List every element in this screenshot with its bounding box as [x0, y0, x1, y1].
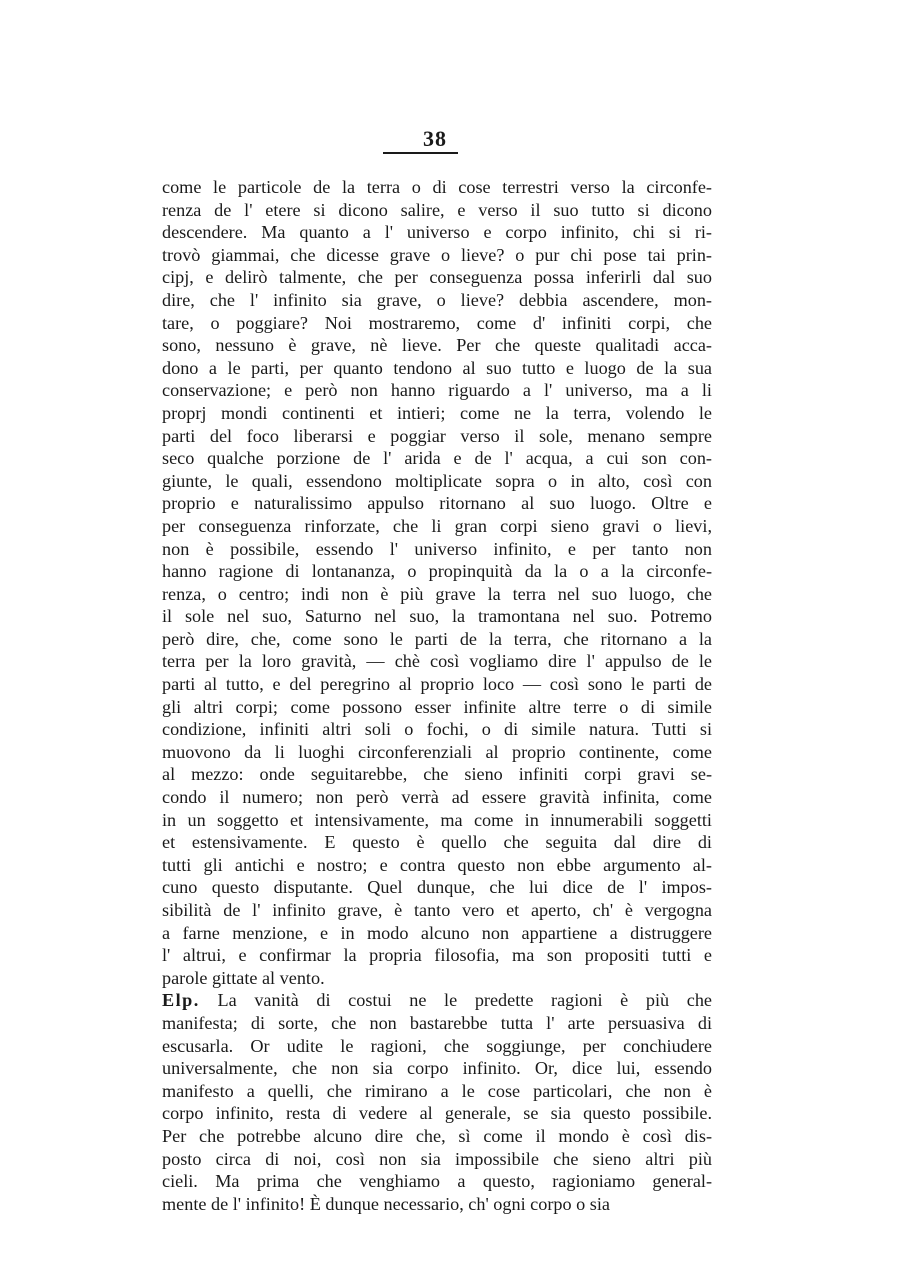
paragraph	[162, 176, 712, 989]
paragraph	[162, 989, 712, 1215]
text-line: terra per la loro gravità, — chè così vogliamo dire l' appulso de le	[162, 651, 712, 672]
text-line: manifesta; di sorte, che non bastarebbe tutta l' arte persuasiva di	[162, 1012, 712, 1033]
text-line: a farne menzione, e in modo alcuno non appartiene a distruggere	[162, 922, 712, 943]
text-line: dono a le parti, per quanto tendono al suo tutto e luogo de la sua	[162, 357, 712, 378]
page-number: 38	[423, 126, 447, 151]
text-line: universalmente, che non sia corpo infinito. Or, dice lui, essendo	[162, 1058, 712, 1079]
text-line: proprj mondi continenti et intieri; come ne la terra, volendo le	[162, 402, 712, 423]
text-line: il sole nel suo, Saturno nel suo, la tramontana nel suo. Potremo	[162, 606, 712, 627]
text-line: escusarla. Or udite le ragioni, che soggiunge, per conchiudere	[162, 1035, 712, 1056]
text-line: sono, nessuno è grave, nè lieve. Per che queste qualitadi acca-	[162, 335, 712, 356]
text-line: descendere. Ma quanto a l' universo e corpo infinito, chi si ri-	[162, 222, 712, 243]
text-line: condo il numero; non però verrà ad essere gravità infinita, come	[162, 787, 712, 808]
text-line: parole gittate al vento.	[162, 967, 325, 988]
text-line	[162, 989, 712, 1012]
text-line: cipj, e delirò talmente, che per conseguenza possa inferirli dal suo	[162, 267, 712, 288]
text-line: mente de l' infinito! È dunque necessario, ch' ogni corpo o sia	[162, 1193, 610, 1214]
text-line: sibilità de l' infinito grave, è tanto vero et aperto, ch' è vergogna	[162, 900, 712, 920]
text-line: tare, o poggiare? Noi mostraremo, come d' infiniti corpi, che	[162, 312, 712, 333]
text-line: gli altri corpi; come possono esser infinite altre terre o di simile	[162, 696, 712, 717]
text-line: seco qualche porzione de l' arida e de l' acqua, a cui son con-	[162, 448, 712, 469]
text-line: proprio e naturalissimo appulso ritornano al suo luogo. Oltre e	[162, 493, 712, 514]
text-line: manifesto a quelli, che rimirano a le cose particolari, che non è	[162, 1080, 712, 1101]
text-line: l' altrui, e confirmar la propria filosofia, ma son propositi tutti e	[162, 945, 712, 966]
speaker-label: Elp.	[162, 990, 200, 1011]
text-line: condizione, infiniti altri soli o fochi, o di simile natura. Tutti si	[162, 719, 712, 740]
text-line: corpo infinito, resta di vedere al generale, se sia questo possibile.	[162, 1103, 712, 1124]
text-line: trovò giammai, che dicesse grave o lieve? o pur chi pose tai prin-	[162, 244, 712, 265]
text-line: Per che potrebbe alcuno dire che, sì come il mondo è così dis-	[162, 1125, 712, 1146]
header-rule	[383, 152, 458, 154]
text-line: hanno ragione di lontananza, o propinquità da la o a la circonfe-	[162, 561, 712, 582]
text-line: come le particole de la terra o di cose terrestri verso la circonfe-	[162, 177, 712, 197]
text-line: cuno questo disputante. Quel dunque, che lui dice de l' impos-	[162, 877, 712, 898]
text-line: parti del foco liberarsi e poggiar verso il sole, menano sempre	[162, 425, 712, 446]
text-line: però dire, che, come sono le parti de la terra, che ritornano a la	[162, 628, 712, 649]
text-line: tutti gli antichi e nostro; e contra questo non ebbe argumento al-	[162, 854, 712, 875]
text-line: renza, o centro; indi non è più grave la terra nel suo luogo, che	[162, 583, 712, 604]
text-line-rest: La vanità di costui ne le predette ragioni è più che	[217, 990, 713, 1011]
text-line: et estensivamente. E questo è quello che seguita dal dire di	[162, 832, 712, 853]
text-line: al mezzo: onde seguitarebbe, che sieno infiniti corpi gravi se-	[162, 764, 712, 785]
text-line: in un soggetto et intensivamente, ma come in innumerabili soggetti	[162, 809, 712, 830]
text-line: per conseguenza rinforzate, che li gran corpi sieno gravi o lievi,	[162, 515, 712, 536]
text-line: muovono da li luoghi circonferenziali al proprio continente, come	[162, 741, 712, 762]
text-line: parti al tutto, e del peregrino al proprio loco — così sono le parti de	[162, 674, 712, 695]
text-line: renza de l' etere si dicono salire, e verso il suo tutto si dicono	[162, 199, 712, 220]
text-line: posto circa di noi, così non sia impossibile che sieno altri più	[162, 1148, 712, 1169]
body-text	[162, 176, 712, 1215]
text-line: dire, che l' infinito sia grave, o lieve? debbia ascendere, mon-	[162, 289, 712, 310]
text-line: conservazione; e però non hanno riguardo a l' universo, ma a li	[162, 380, 712, 401]
text-line: cieli. Ma prima che venghiamo a questo, ragioniamo general-	[162, 1171, 712, 1192]
text-line: non è possibile, essendo l' universo infinito, e per tanto non	[162, 538, 712, 559]
text-line: giunte, le quali, essendono moltiplicate sopra o in alto, così con	[162, 470, 712, 491]
